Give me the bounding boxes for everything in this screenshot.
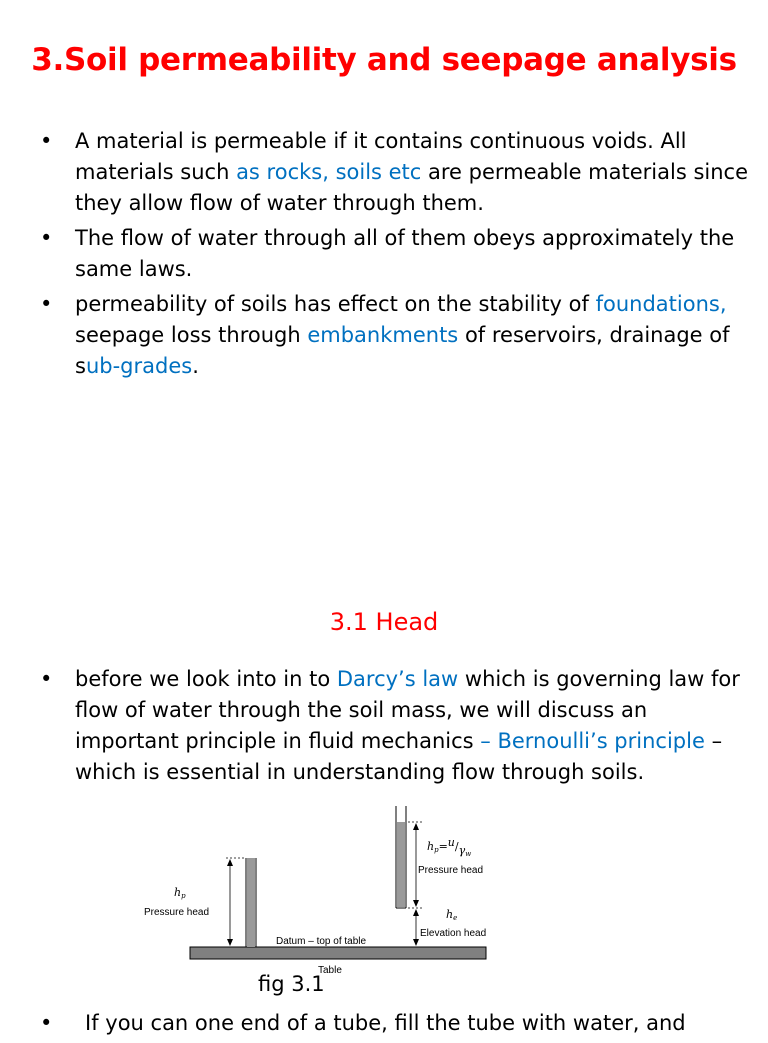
bullet-permeable-material [40,126,750,219]
bullet-tube-experiment [40,1008,750,1039]
arrow-down-icon [413,939,419,946]
bullet-dot: • [40,292,53,316]
bullet-text: The flow of water through all of them obeys approximately the same laws. [75,226,735,281]
pressure-head-formula: hp=u/γw [427,836,472,858]
table-label: Table [318,965,342,976]
left-hp-symbol: hp [174,886,186,900]
bullet-dot: • [40,226,53,250]
elevation-head-label: Elevation head [420,928,487,939]
he-symbol: he [446,908,458,922]
right-tube-water [397,822,405,907]
bullet-text: . [192,354,199,378]
arrow-up-icon [413,909,419,916]
section-heading: 3.1 Head [329,608,439,636]
bullet-dot: • [40,1011,53,1035]
bullet-text: seepage loss through [75,323,308,347]
highlight-sub-grades: ub-grades [85,354,193,378]
bullet-text: are permeable materials since they allow flow of water through them. [75,160,748,215]
bullet-bernoulli [40,664,750,788]
right-pressure-head-label: Pressure head [418,865,484,876]
bullet-text: permeability of soils has effect on the stability of [75,292,596,316]
bullet-dot: • [40,667,53,691]
highlight-rocks-soils: as rocks, soils etc [236,160,422,184]
arrow-down-icon [227,939,233,946]
arrow-down-icon [413,900,419,907]
continued-bullet-list [40,1008,750,1043]
bullet-text: before we look into in to [75,667,337,691]
highlight-bernoulli: – Bernoulli’s principle [480,729,705,753]
arrow-up-icon [413,823,419,830]
head-bullet-list [40,664,750,792]
datum-label: Datum – top of table [276,936,367,947]
arrow-up-icon [227,859,233,866]
bullet-text: of reservoirs, drainage of s [75,323,730,378]
bullet-text: which is governing law for flow of water through the soil mass, we will discuss an important principle in fluid mechanics [75,667,740,753]
bullet-flow-laws [40,223,750,285]
highlight-foundations: foundations, [595,292,727,316]
bullet-permeability-effects [40,289,750,382]
highlight-darcys-law: Darcy’s law [336,667,459,691]
bullet-text: If you can one end of a tube, fill the tube with water, and [85,1011,686,1035]
intro-bullet-list [40,126,750,386]
highlight-embankments: embankments [307,323,459,347]
left-pressure-head-label: Pressure head [144,907,210,918]
page-title: 3.Soil permeability and seepage analysis [31,42,737,78]
left-tube-water [247,858,255,947]
bullet-text: A material is permeable if it contains continuous voids. All materials such [75,129,687,184]
bullet-dot: • [40,129,53,153]
table-bar [190,947,486,959]
figure-caption: fig 3.1 [258,972,325,996]
head-diagram-figure [130,800,510,976]
bullet-text: – which is essential in understanding flow through soils. [75,729,723,784]
